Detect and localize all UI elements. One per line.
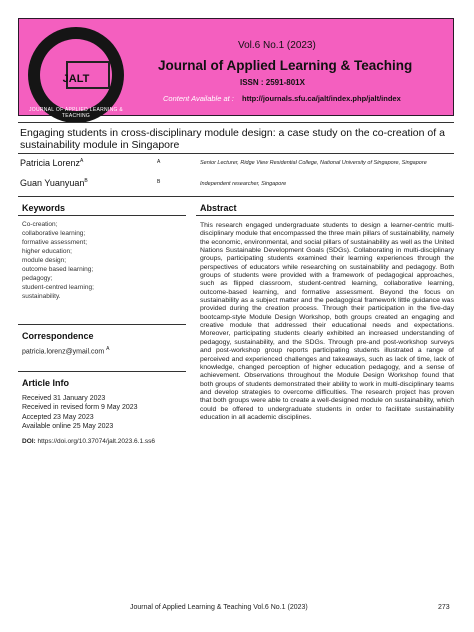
keyword-item: outcome based learning; (22, 266, 94, 273)
seal-text: JALT (62, 73, 90, 85)
title-bottom-rule (18, 153, 454, 154)
article-date-line: Received 31 January 2023 (22, 395, 106, 402)
keyword-item: Co-creation; (22, 221, 58, 228)
journal-title: Journal of Applied Learning & Teaching (158, 58, 413, 73)
abstract-rule (196, 215, 454, 216)
keyword-item: higher education; (22, 248, 72, 255)
correspondence-email[interactable]: patricia.lorenz@ymail.com $^A$ (22, 346, 110, 356)
keywords-heading: Keywords (22, 203, 66, 213)
keyword-item: sustainability. (22, 293, 61, 300)
volume-label: Vol.6 No.1 (2023) (238, 40, 316, 51)
article-dates (22, 394, 138, 431)
keyword-item: formative assessment; (22, 239, 88, 246)
article-info-heading: Article Info (22, 378, 70, 388)
issn-label: ISSN : 2591-801X (240, 78, 305, 87)
online-label: Content Available at : (163, 94, 234, 103)
doi-line (22, 438, 155, 445)
author-2-affiliation: Independent researcher, Singapore (200, 181, 287, 187)
page-footer-journal: Journal of Applied Learning & Teaching Vol.6 No.1 (2023) (130, 604, 308, 611)
article-info-top-rule (18, 371, 186, 372)
correspondence-top-rule (18, 324, 186, 325)
doi-label: DOI: (22, 438, 36, 445)
title-top-rule (18, 122, 454, 123)
doi-link[interactable]: https://doi.org/10.37074/jalt.2023.6.1.ss6 (37, 438, 155, 445)
keyword-item: module design; (22, 257, 67, 264)
article-date-line: Accepted 23 May 2023 (22, 413, 94, 421)
keyword-item: pedagogy; (22, 275, 53, 282)
seal-inner-circle (40, 39, 112, 111)
keywords-list (22, 220, 94, 301)
journal-url-link[interactable]: http://journals.sfu.ca/jalt/index.php/jalt/index (242, 94, 401, 103)
seal-ring-text: JOURNAL OF APPLIED LEARNING & TEACHING (28, 107, 124, 119)
authors-bottom-rule (18, 196, 454, 197)
abstract-heading: Abstract (200, 203, 237, 213)
author-2-name: Guan Yuanyuan$^B$ (20, 178, 88, 188)
keyword-item: collaborative learning; (22, 230, 86, 237)
article-title: Engaging students in cross-disciplinary module design: a case study on the co-creation of a sustainability module in Singapore (20, 127, 445, 151)
jalt-logo-seal (28, 27, 124, 123)
author-2-affiliation-mark: B (157, 179, 161, 185)
article-date-line: Received in revised form 9 May 2023 (22, 404, 138, 412)
article-date-line: Available online 25 May 2023 (22, 422, 114, 430)
author-1-affiliation: Senior Lecturer, Ridge View Residential College, National University of Singapore, Singapore (200, 160, 427, 166)
abstract-text: This research engaged undergraduate students to design a learner-centric multi-disciplinary module that encompassed the three main pillars of sustainability, namely the economic, environmental, and social pillars of sustainability as well as the United Nations Sustainable Development Goals (SDGs). Collaborating in multi-disciplinary groups, participating students examined their learning experiences through the perspectives of educators while researching on sustainability and pedagogy. Both groups of students were provided with a framework of pedagogical approaches, such as flipped classroom, student-centred learning, collaborative learning, outcome-based learning, and formative assessment. Beyond the focus on sustainability as a subject matter and the pedagogical framework little guidance was provided during the creation process. Through their participation in the five-day bootcamp-style Module Design Workshop, both groups created an engaging and creative module that addressed their educational needs and expectations. Moreover, participating students clearly exhibited an increased understanding of pedagogy, sustainability, and the SDGs. Through pre-and post-workshop surveys and post-workshop group reports participating students illustrated a range of perceived and experienced challenges and takeaways, such as lack of time, lack of knowledge, changed perception of higher education pedagogy, and a sense of achievement. Observations throughout the Module Design Workshop found that both groups of students demonstrated their ability to work in multi-disciplinary teams and develop strategies to overcome difficulties. The research project has proven that both groups were able to create a well-designed module on sustainability, which could be offered to undergraduate students in order to facilitate sustainability education in all academic disciplines. (200, 222, 454, 421)
correspondence-heading: Correspondence (22, 331, 94, 341)
author-1-name: Patricia Lorenz$^A$ (20, 158, 84, 168)
keyword-item: student-centred learning; (22, 284, 94, 291)
page-number: 273 (438, 604, 450, 611)
author-1-affiliation-mark: A (157, 159, 161, 165)
keywords-rule (18, 215, 186, 216)
